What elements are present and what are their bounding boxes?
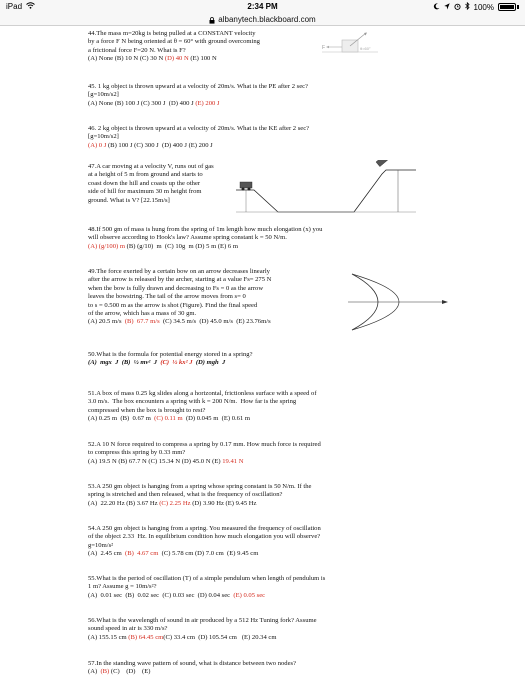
moon-icon <box>433 3 440 12</box>
marked-answer: (C) 2.25 Hz <box>159 499 191 507</box>
url-text[interactable]: albanytech.blackboard.com <box>218 15 316 24</box>
option-text: (D) 3.90 Hz (E) 9.45 Hz <box>190 499 257 507</box>
question-57 <box>88 660 448 677</box>
question-line: 47.A car moving at a velocity V, runs out of gas <box>88 163 214 170</box>
option-text: (A) 2.45 cm <box>88 550 125 558</box>
marked-answer: (E) 0.05 sec <box>233 591 266 599</box>
question-line: 3.0 m/s. The box encounters a spring with k = 200 N/m. How far is the spring <box>88 398 297 406</box>
question-line: 46. 2 kg object is thrown upward at a velocity of 20m/s. What is the KE after 2 sec? <box>88 125 310 132</box>
question-line: a frictional force F=20 N. What is F? <box>88 46 186 54</box>
status-bar <box>0 0 525 14</box>
battery-icon <box>498 3 516 11</box>
option-text: (D) 0.045 m (E) 0.61 m <box>182 415 251 423</box>
question-line: 54.A 250 gm object is hanging from a spring. You measured the frequency of oscillation <box>88 525 321 532</box>
device-name: iPad <box>6 2 23 11</box>
option-text: (A) None (B) 10 N (C) 30 N <box>88 55 165 63</box>
q49-bow-diagram <box>346 268 450 334</box>
alarm-icon <box>454 3 461 12</box>
question-line: 50.What is the formula for potential energy stored in a spring? <box>88 351 253 358</box>
question-line: compressed when the box is brought to rest? <box>88 406 206 414</box>
marked-answer: (B) 64.45 cm <box>128 633 164 641</box>
answer-options <box>88 458 448 466</box>
lock-icon <box>209 17 215 23</box>
question-line: 45. 1 kg object is thrown upward at a velocity of 20m/s. What is the PE after 2 sec? <box>88 83 308 90</box>
question-50 <box>88 351 448 368</box>
clock: 2:34 PM <box>247 2 278 11</box>
question-46 <box>88 125 448 150</box>
marked-answer: (D) 40 N <box>164 55 189 63</box>
question-line: 48.If 500 gm of mass is hung from the spring of 1m length how much elongation (x) you <box>88 226 323 233</box>
url-bar[interactable] <box>0 14 525 26</box>
battery-percent: 100% <box>473 2 494 12</box>
marked-answer: (C) 0.11 m <box>154 415 183 423</box>
answer-options <box>88 243 448 251</box>
question-line: of the object 2.33 Hz. In equilibrium condition how much elongation you will observe? <box>88 533 321 541</box>
status-right <box>433 2 519 12</box>
answer-options <box>88 500 448 508</box>
answer-options <box>88 100 448 108</box>
marked-answer: (A) (g/100) m <box>88 242 125 250</box>
question-line: 52.A 10 N force required to compress a spring by 0.17 mm. How much force is required <box>88 441 321 448</box>
question-44 <box>88 30 448 64</box>
option-text: (B) 100 J (C) 300 J (D) 400 J (E) 200 J <box>106 141 213 149</box>
question-line: spring is stretched and then released, what is the frequency of oscillation? <box>88 491 283 499</box>
option-text: (A) 20.5 m/s <box>88 318 125 326</box>
answer-options <box>88 634 448 642</box>
question-line: [g=10m/s2] <box>88 91 119 99</box>
question-line: to compress this spring by 0.33 mm? <box>88 449 186 457</box>
question-56 <box>88 617 448 642</box>
question-line: 56.What is the wavelength of sound in air produced by a 512 Hz Tuning fork? Assume <box>88 617 317 624</box>
question-line: when the bow is fully drawn and decreasing to Fs = 0 as the arrow <box>88 284 264 292</box>
question-line: will observe according to Hook's law? Assume spring constant k = 50 N/m. <box>88 234 287 242</box>
question-line: at a height of 5 m from ground and starts to <box>88 171 203 179</box>
bluetooth-icon <box>465 2 470 12</box>
question-line: ground. What is V? [22.15m/s] <box>88 196 170 204</box>
battery-tip <box>517 5 519 9</box>
option-text: (A) 155.15 cm <box>88 633 129 641</box>
question-45 <box>88 83 448 108</box>
option-text: (C) 34.5 m/s (D) 45.0 m/s (E) 23.76m/s <box>159 318 271 326</box>
question-55 <box>88 575 448 600</box>
marked-answer: (B) 4.67 cm <box>125 550 159 558</box>
question-line: 51.A box of mass 0.25 kg slides along a horizontal, frictionless surface with a speed of <box>88 390 317 397</box>
option-text: (A) 0.25 m (B) 0.67 m <box>88 415 155 423</box>
q44-box-force-diagram <box>320 30 380 62</box>
option-text: (D) mgh J <box>192 359 226 367</box>
question-48 <box>88 226 448 251</box>
question-line: coast down the hill and coasts up the other <box>88 179 201 187</box>
question-line: sound speed in air is 330 m/s? <box>88 625 168 633</box>
marked-answer: (A) 0 J <box>88 141 107 149</box>
option-text: (A) mgx J (B) ½ mv² J <box>88 359 161 367</box>
question-line: 44.The mass m=20kg is being pulled at a CONSTANT velocity <box>88 30 256 37</box>
location-arrow-icon <box>444 3 450 12</box>
question-line: by a force F N being oriented at θ = 60° with ground overcoming <box>88 38 260 46</box>
question-line: of the arrow, which has a mass of 30 gm. <box>88 310 197 318</box>
marked-answer: (C) ½ kx² J <box>160 359 193 367</box>
question-line: 57.In the standing wave pattern of sound, what is distance between two nodes? <box>88 660 297 667</box>
answer-options <box>88 415 448 423</box>
marked-answer: (B) <box>100 668 110 676</box>
option-text: (B) (g/10) m (C) 10g m (D) 5 m (E) 6 m <box>125 242 238 250</box>
option-text: (A) 22.20 Hz (B) 3.67 Hz <box>88 499 160 507</box>
option-text: (C) (D) (E) <box>109 668 151 676</box>
marked-answer: 19.41 N <box>222 457 244 465</box>
question-line: 55.What is the period of oscillation (T) of a simple pendulum when length of pendulum is <box>88 575 326 582</box>
question-line: side of hill for maximum 30 m height from <box>88 188 202 196</box>
option-text: (A) 19.5 N (B) 67.7 N (C) 15.34 N (D) 45.0 N (E) <box>88 457 223 465</box>
option-text: (A) 0.01 sec (B) 0.02 sec (C) 0.03 sec (D) 0.04 sec <box>88 591 234 599</box>
question-line: after the arrow is released by the archer, starting at a value Fs= 275 N <box>88 276 272 284</box>
marked-answer: (B) 67.7 m/s <box>124 318 160 326</box>
question-line: to s = 0.500 m as the arrow is shot (Figure). Find the final speed <box>88 301 258 309</box>
question-line: 53.A 250 gm object is hanging from a spring whose spring constant is 50 N/m. If the <box>88 483 312 490</box>
answer-options <box>88 550 448 558</box>
option-text: (C) 5.78 cm (D) 7.0 cm (E) 9.45 cm <box>158 550 259 558</box>
question-54 <box>88 525 448 559</box>
answer-options <box>88 142 448 150</box>
answer-options <box>88 55 448 63</box>
option-text: (A) <box>88 668 101 676</box>
question-line: [g=10m/s2] <box>88 133 119 141</box>
answer-options <box>88 668 448 676</box>
question-53 <box>88 483 448 508</box>
answer-options <box>88 592 448 600</box>
marked-answer: (E) 200 J <box>195 99 220 107</box>
question-line: 49.The force exerted by a certain bow on an arrow decreases linearly <box>88 268 270 275</box>
option-text: (C) 33.4 cm (D) 105.54 cm (E) 20.34 cm <box>163 633 277 641</box>
force-label: F <box>322 45 326 51</box>
answer-options <box>88 359 448 367</box>
angle-label: θ=60° <box>360 46 371 51</box>
question-line: g=10m/s² <box>88 541 114 549</box>
option-text: (E) 100 N <box>188 55 217 63</box>
question-51 <box>88 390 448 424</box>
question-52 <box>88 441 448 466</box>
option-text: (A) None (B) 100 J (C) 300 J (D) 400 J <box>88 99 196 107</box>
q47-hill-diagram <box>236 160 416 216</box>
question-line: leaves the bowstring. The tail of the arrow moves from s= 0 <box>88 293 246 301</box>
question-line: 1 m? Assume g = 10m/s²? <box>88 583 157 591</box>
